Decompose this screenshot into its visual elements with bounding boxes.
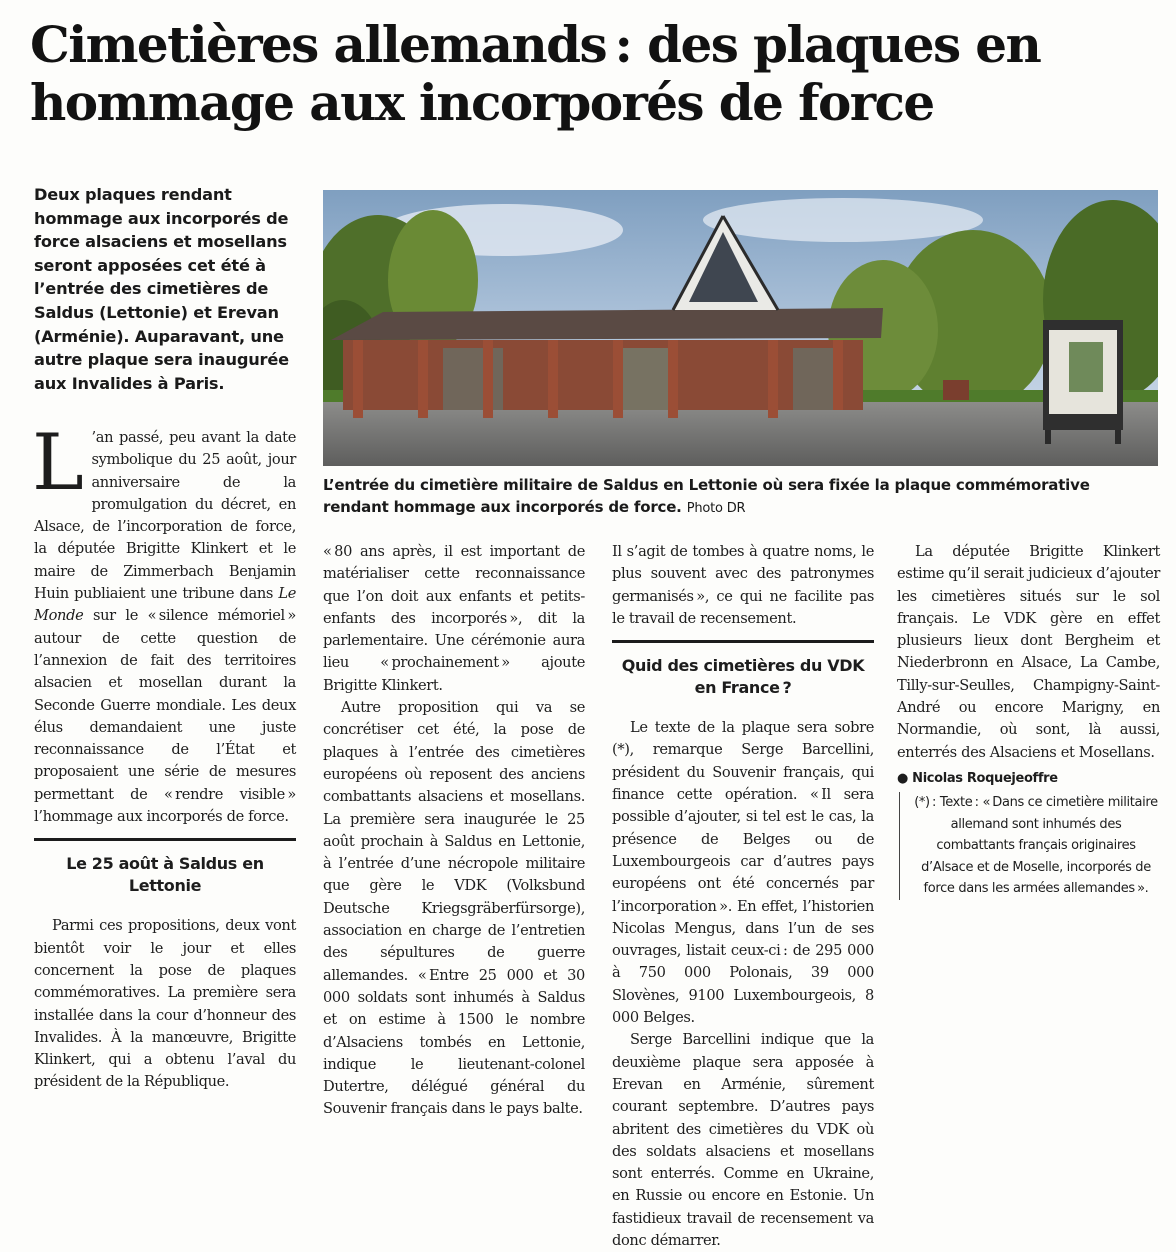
paragraph-1 — [32, 418, 296, 828]
photo-caption — [323, 474, 1158, 520]
photo-credit: Photo DR — [686, 501, 746, 516]
headline: Cimetières allemands : des plaques en hommage aux incorporés de force — [30, 15, 1041, 132]
paragraph-1-text-end: sur le « silence mémoriel » autour de cette question de l’annexion de fait des territoires alsacien et mosellan durant la Seconde Guerre mondiale. Les deux élus demandaient une juste reconnaissance de l’État et proposaient une série de mesures permettant de « rendre visible » l’hommage aux incorporés de force. — [34, 607, 296, 826]
column-1 — [32, 418, 296, 1094]
caption-text: L’entrée du cimetière militaire de Saldus en Lettonie où sera fixée la plaque commémorative rendant hommage aux incorporés de force. — [323, 476, 1090, 516]
column-3 — [612, 541, 874, 1252]
paragraph-2: Parmi ces propositions, deux vont bientôt voir le jour et elles concernent la pose de plaques commémoratives. La première sera installée dans la cour d’honneur des Invalides. À la manœuvre, Brigitte Klinkert, qui a obtenu l’aval du président de la République. — [34, 917, 296, 1091]
paragraph-7: Serge Barcellini indique que la deuxième plaque sera apposée à Erevan en Arménie, sûrement courant septembre. D’autres pays abritent des cimetières du VDK où des soldats alsaciens et mosellans sont enterrés. Comme en Ukraine, en Russie ou encore en Estonie. Un fastidieux travail de recensement va donc démarrer. — [612, 1031, 874, 1250]
author-name: Nicolas Roquejeoffre — [912, 770, 1058, 786]
paragraph-8: La députée Brigitte Klinkert estime qu’il serait judicieux d’ajouter les cimetières situés sur le sol français. Le VDK gère en effet plusieurs lieux dont Bergheim et Niederbronn en Alsace, La Cambe, Tilly-sur-Seulles, Champigny-Saint-André ou encore Marigny, en Normandie, où sont, là aussi, enterrés des Alsaciens et Mosellans. — [897, 543, 1160, 761]
paragraph-4: Autre proposition qui va se concrétiser cet été, la pose de plaques à l’entrée des cimetières européens où reposent des anciens combattants alsaciens et mosellans. La première sera inaugurée le 25 août prochain à Saldus en Lettonie, à l’entrée d’une nécropole militaire que gère le VDK (Volksbund Deutsche Kriegsgräberfürsorge), association en charge de l’entretien des sépultures de guerre allemandes. « Entre 25 000 et 30 000 soldats sont inhumés à Saldus et on estime à 1500 le nombre d’Alsaciens tombés en Lettonie, indique le lieutenant-colonel Dutertre, délégué général du Souvenir français dans le pays balte. — [323, 699, 585, 1118]
intertitle-saldus: Le 25 août à Saldus en Lettonie — [34, 838, 296, 901]
cemetery-entrance-photo — [323, 190, 1158, 466]
column-4 — [897, 541, 1160, 900]
paragraph-3: « 80 ans après, il est important de matérialiser cette reconnaissance que l’on doit aux enfants et petits-enfants des incorporés », dit la parlementaire. Une cérémonie aura lieu « prochainement » ajoute Brigitte Klinkert. — [323, 543, 585, 694]
paragraph-1-text: ’an passé, peu avant la date symbolique du 25 août, jour anniversaire de la promulgation du décret, en Alsace, de l’incorporation de force, la députée Brigitte Klinkert et le maire de Zimmerbach Benjamin Huin publiaient une tribune dans — [34, 429, 296, 603]
paragraph-5: Il s’agit de tombes à quatre noms, le plus souvent avec des patronymes germanisés », ce qui ne facilite pas le travail de recensement. — [612, 543, 874, 627]
standfirst: Deux plaques rendant hommage aux incorporés de force alsaciens et mosellans seront apposées cet été à l’entrée des cimetières de Saldus (Lettonie) et Erevan (Arménie). Auparavant, une autre plaque sera inaugurée aux Invalides à Paris. — [34, 185, 289, 393]
footnote: (*) : Texte : « Dans ce cimetière militaire allemand sont inhumés des combattants français originaires d’Alsace et de Moselle, incorporés de force dans les armées allemandes ». — [899, 792, 1160, 900]
newspaper-title: Le Monde — [34, 585, 296, 625]
drop-cap: L — [32, 418, 84, 508]
paragraph-6: Le texte de la plaque sera sobre (*), remarque Serge Barcellini, président du Souvenir français, qui finance cette opération. « Il sera possible d’ajouter, si tel est le cas, la présence de Belges ou de Luxembourgeois car d’autres pays européens ont été concernés par l’incorporation ». En effet, l’historien Nicolas Mengus, dans l’un de ses ouvrages, listait ceux-ci : de 295 000 à 750 000 Polonais, 39 000 Slovènes, 9100 Luxembourgeois, 8 000 Belges. — [612, 719, 874, 1027]
intertitle-vdk-france: Quid des cimetières du VDK en France ? — [612, 640, 874, 703]
column-2 — [323, 541, 585, 1121]
photo-illustration — [323, 190, 1158, 466]
author-byline: ● Nicolas Roquejeoffre — [897, 770, 1058, 786]
